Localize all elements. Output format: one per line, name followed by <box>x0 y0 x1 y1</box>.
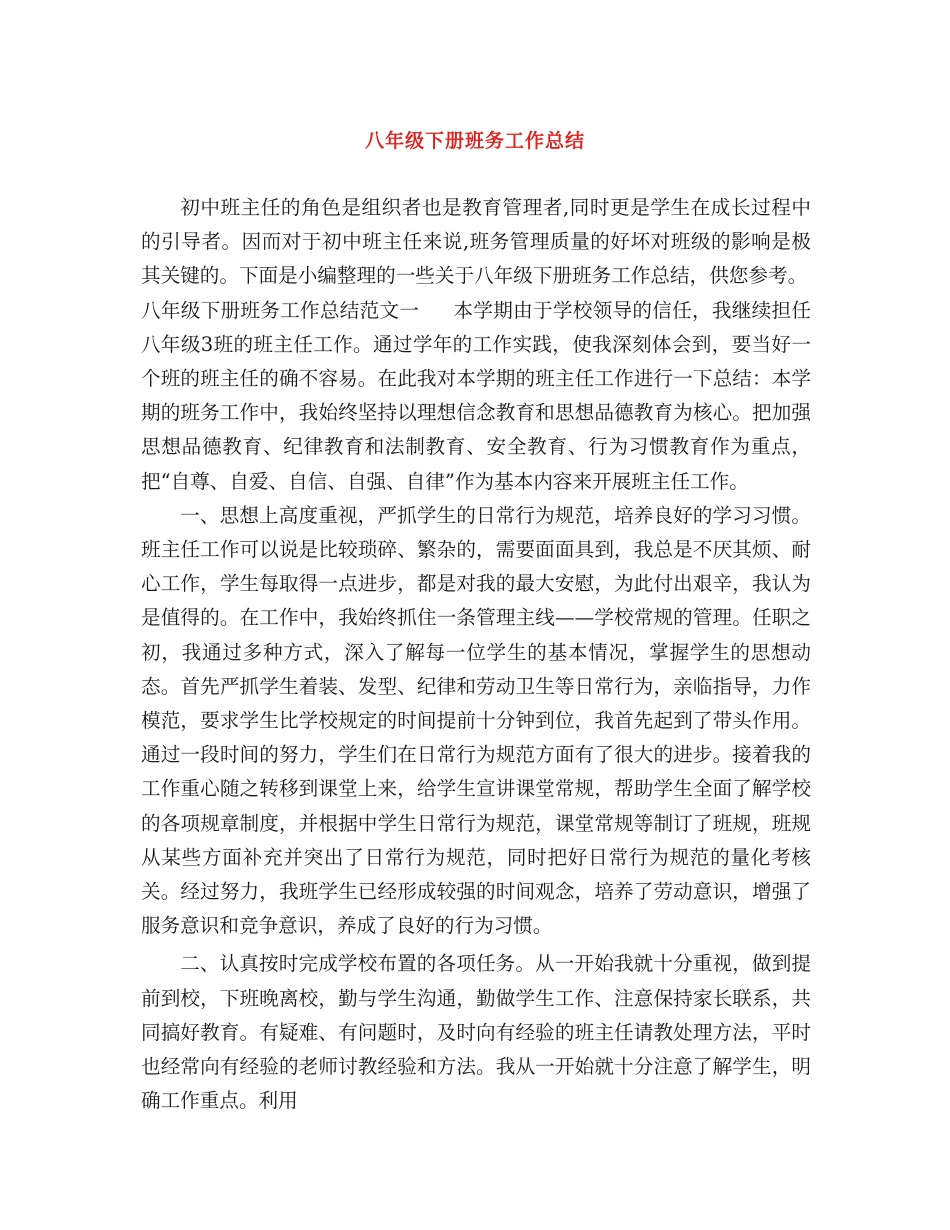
document-title: 八年级下册班务工作总结 <box>364 130 585 152</box>
section-paragraph <box>141 294 811 499</box>
section-heading: 八年级下册班务工作总结范文一 <box>141 298 420 322</box>
paragraph-two: 二、认真按时完成学校布置的各项任务。从一开始我就十分重视，做到提前到校，下班晚离校，勤与学生沟通，勤做学生工作、注意保持家长联系，共同搞好教育。有疑难、有问题时，及时向有经验的班主任请教处理方法，平时也经常向有经验的老师讨教经验和方法。我从一开始就十分注意了解学生，明确工作重点。利用 <box>141 952 811 1113</box>
paragraph-one: 一、思想上高度重视，严抓学生的日常行为规范，培养良好的学习习惯。班主任工作可以说是比较琐碎、繁杂的，需要面面具到，我总是不厌其烦、耐心工作，学生每取得一点进步，都是对我的最大安慰，为此付出艰辛，我认为是值得的。在工作中，我始终抓住一条管理主线——学校常规的管理。任职之初，我通过多种方式，深入了解每一位学生的基本情况，掌握学生的思想动态。首先严抓学生着装、发型、纪律和劳动卫生等日常行为，亲临指导，力作模范，要求学生比学校规定的时间提前十分钟到位，我首先起到了带头作用。通过一段时间的努力，学生们在日常行为规范方面有了很大的进步。接着我的工作重心随之转移到课堂上来，给学生宣讲课堂常规，帮助学生全面了解学校的各项规章制度，并根据中学生日常行为规范，课堂常规等制订了班规，班规从某些方面补充并突出了日常行为规范，同时把好日常行为规范的量化考核关。经过努力，我班学生已经形成较强的时间观念，培养了劳动意识，增强了服务意识和竞争意识，养成了良好的行为习惯。 <box>141 503 811 938</box>
document-body <box>141 191 811 1118</box>
intro-paragraph: 初中班主任的角色是组织者也是教育管理者,同时更是学生在成长过程中的引导者。因而对于初中班主任来说,班务管理质量的好坏对班级的影响是极其关键的。下面是小编整理的一些关于八年级下册班务工作总结，供您参考。 <box>141 196 811 288</box>
section-intro: 本学期由于学校领导的信任，我继续担任八年级3班的班主任工作。通过学年的工作实践，使我深刻体会到，要当好一个班的班主任的确不容易。在此我对本学期的班主任工作进行一下总结：本学期的班务工作中，我始终坚持以理想信念教育和思想品德教育为核心。把加强思想品德教育、纪律教育和法制教育、安全教育、行为习惯教育作为重点，把“自尊、自爱、自信、自强、自律”作为基本内容来开展班主任工作。 <box>141 298 811 493</box>
